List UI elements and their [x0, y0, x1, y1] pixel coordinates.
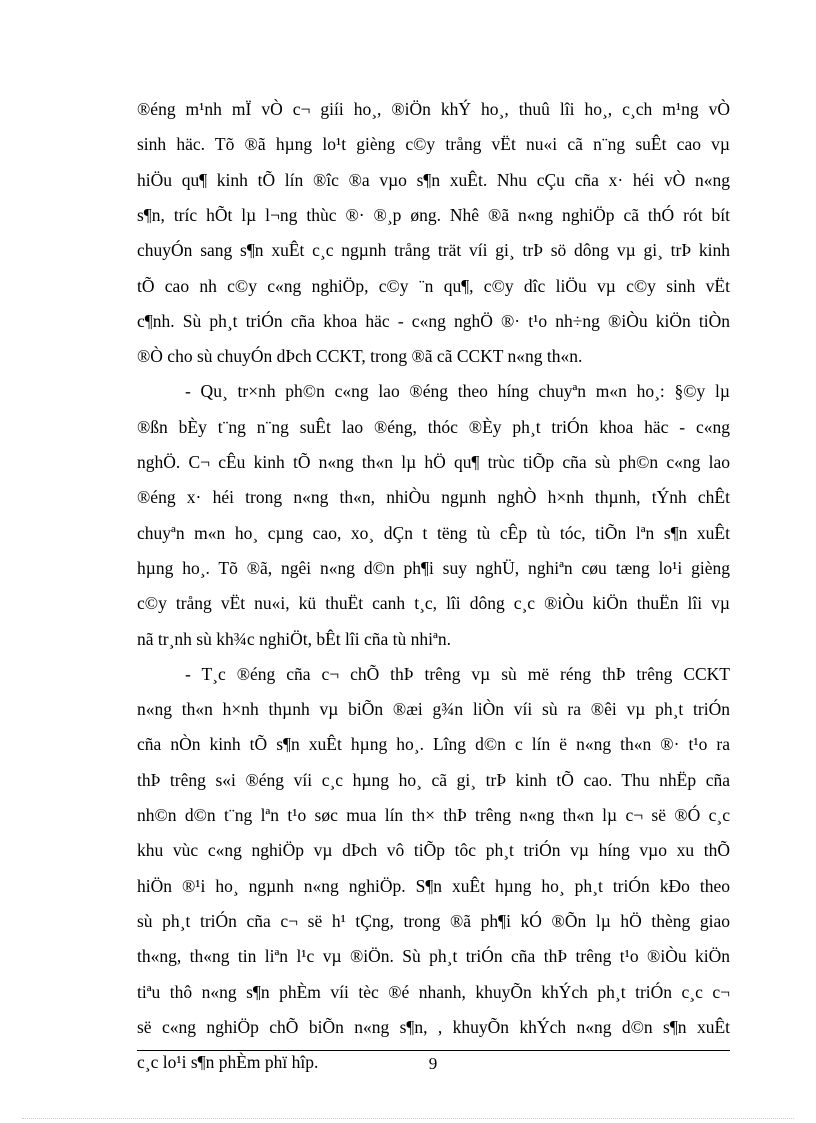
text-line: nh©n d©n t¨ng lªn t¹o søc mua lín th× thÞ trêng n«ng th«n lµ c¬ së ®Ó c¸c	[137, 805, 730, 825]
text-line: ®éng x· héi trong n«ng th«n, nhiÒu ngµnh nghÒ h×nh thµnh, tÝnh chÊt	[137, 487, 730, 508]
text-line: hµng ho¸. Tõ ®ã, ngêi n«ng d©n ph¶i suy nghÜ, nghiªn cøu tæng lo¹i gièng	[137, 557, 730, 578]
text-line: c©y trång vËt nu«i, kü thuËt canh t¸c, lîi dông c¸c ®iÒu kiÖn thuËn lîi vµ	[137, 593, 730, 614]
text-line: c¶nh. Sù ph¸t triÓn cña khoa häc - c«ng nghÖ ®· t¹o nh÷ng ®iÒu kiÖn tiÒn	[137, 310, 730, 331]
text-line: tÕ cao nh c©y c«ng nghiÖp, c©y ¨n qu¶, c©y dîc liÖu vµ c©y sinh vËt	[137, 275, 730, 296]
paragraph-start-line: - Qu¸ tr×nh ph©n c«ng lao ®éng theo híng chuyªn m«n ho¸: §©y lµ	[185, 381, 730, 402]
text-line: thÞ trêng s«i ®éng víi c¸c hµng ho¸ cã gi¸ trÞ kinh tÕ cao. Thu nhËp cña	[137, 769, 730, 790]
text-line: s¶n, tríc hÕt lµ l¬ng thùc ®· ®¸p øng. Nhê ®ã n«ng nghiÖp cã thÓ rót bít	[137, 204, 730, 225]
page-number: 9	[428, 1054, 438, 1073]
text-line: ®Ò cho sù chuyÓn dÞch CCKT, trong ®ã cã CCKT n«ng th«n.	[137, 346, 583, 367]
text-line: nã tr¸nh sù kh¾c nghiÖt, bÊt lîi cña tù nhiªn.	[137, 628, 451, 649]
text-line: c¸c lo¹i s¶n phÈm phï hîp.	[137, 1052, 319, 1073]
text-line: nghÖ. C¬ cÊu kinh tÕ n«ng th«n lµ hÖ qu¶ trùc tiÕp cña sù ph©n c«ng lao	[137, 452, 730, 472]
text-line: ®ßn bÈy t¨ng n¨ng suÊt lao ®éng, thóc ®Èy ph¸t triÓn khoa häc - c«ng	[137, 416, 730, 437]
text-line: chuyªn m«n ho¸ cµng cao, xo¸ dÇn t tëng tù cÊp tù tóc, tiÕn lªn s¶n xuÊt	[137, 522, 730, 543]
page-bottom-dotted-border	[22, 1118, 794, 1119]
text-line: së c«ng nghiÖp chÕ biÕn n«ng s¶n, , khuyÕn khÝch n«ng d©n s¶n xuÊt	[137, 1016, 730, 1037]
text-line: th«ng, th«ng tin liªn l¹c vµ ®iÖn. Sù ph¸t triÓn cña thÞ trêng t¹o ®iÒu kiÖn	[137, 946, 730, 967]
text-line: khu vùc c«ng nghiÖp vµ dÞch vô tiÕp tôc ph¸t triÓn vµ híng vµo xu thÕ	[137, 840, 730, 861]
text-line: sù ph¸t triÓn cña c¬ së h¹ tÇng, trong ®ã ph¶i kÓ ®Õn lµ hÖ thèng giao	[137, 910, 730, 931]
text-line: tiªu thô n«ng s¶n phÈm víi tèc ®é nhanh, khuyÕn khÝch ph¸t triÓn c¸c c¬	[137, 981, 730, 1002]
text-line: cña nÒn kinh tÕ s¶n xuÊt hµng ho¸. Lîng d©n c lín ë n«ng th«n ®· t¹o ra	[137, 734, 730, 755]
text-line: ®éng m¹nh mÏ vÒ c¬ giíi ho¸, ®iÖn khÝ ho¸, thuû lîi ho¸, c¸ch m¹ng vÒ	[137, 99, 730, 119]
text-line: hiÖu qu¶ kinh tÕ lín ®îc ®a vµo s¶n xuÊt. Nhu cÇu cña x· héi vÒ n«ng	[137, 169, 730, 190]
paragraph-start-line: - T¸c ®éng cña c¬ chÕ thÞ trêng vµ sù më réng thÞ trêng CCKT	[185, 663, 730, 684]
text-line: hiÖn ®¹i ho¸ ngµnh n«ng nghiÖp. S¶n xuÊt hµng ho¸ ph¸t triÓn kÐo theo	[137, 875, 730, 896]
text-line: chuyÓn sang s¶n xuÊt c¸c ngµnh trång trät víi gi¸ trÞ sö dông vµ gi¸ trÞ kinh	[137, 240, 730, 261]
footer-divider	[137, 1050, 730, 1051]
text-line: sinh häc. Tõ ®ã hµng lo¹t gièng c©y trång vËt nu«i cã n¨ng suÊt cao vµ	[137, 134, 730, 155]
text-line: n«ng th«n h×nh thµnh vµ biÕn ®æi g¾n liÒn víi sù ra ®êi vµ ph¸t triÓn	[137, 699, 730, 720]
